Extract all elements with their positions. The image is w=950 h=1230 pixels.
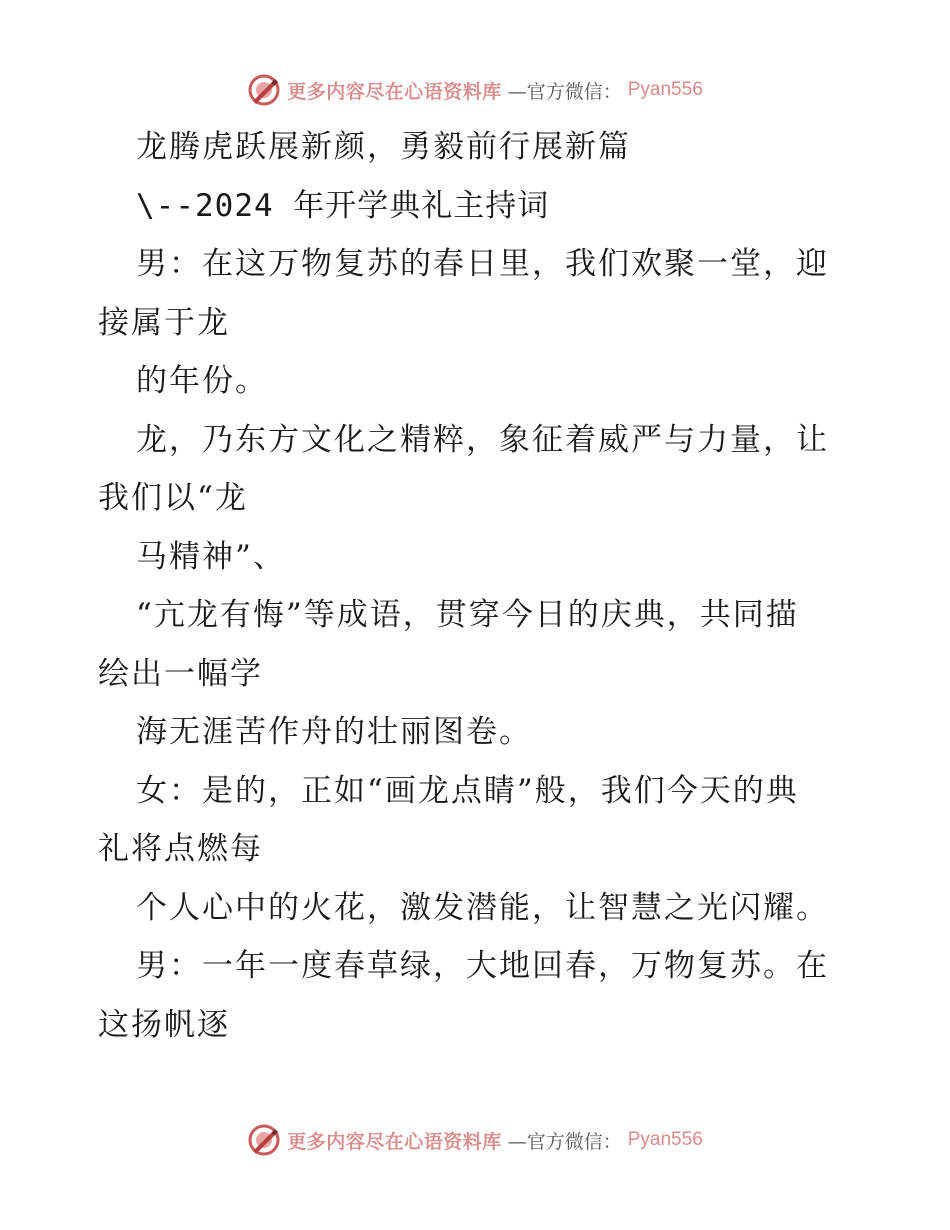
banner-wechat-id: Pyan556	[627, 1129, 703, 1150]
banner-main-text: 更多内容尽在心语资料库	[287, 1130, 502, 1153]
paragraph-line: 男：在这万物复苏的春日里，我们欢聚一堂，迎	[136, 246, 829, 282]
paragraph-line: 女：是的，正如“画龙点睛”般，我们今天的典	[136, 772, 799, 809]
paragraph-line: 接属于龙	[98, 304, 230, 341]
paragraph-line: “亢龙有悔”等成语，贯穿今日的庆典，共同描	[136, 597, 799, 633]
banner-main-text: 更多内容尽在心语资料库	[287, 80, 502, 103]
paragraph-line: 男：一年一度春草绿，大地回春，万物复苏。在	[136, 948, 829, 984]
footer-banner	[0, 1120, 950, 1160]
paragraph-line: 的年份。	[136, 363, 268, 399]
red-pen-circle-logo-icon	[247, 1123, 281, 1157]
header-banner	[0, 70, 950, 110]
red-pen-circle-logo-icon	[247, 73, 281, 107]
banner-official-text: —官方微信：	[507, 80, 622, 103]
paragraph-line: 我们以“龙	[98, 480, 248, 516]
document-subtitle: \--2024 年开学典礼主持词	[136, 187, 550, 224]
banner-wechat-id: Pyan556	[627, 79, 703, 100]
paragraph-line: 龙，乃东方文化之精粹，象征着威严与力量，让	[136, 421, 829, 458]
paragraph-line: 个人心中的火花，激发潜能，让智慧之光闪耀。	[136, 889, 829, 926]
paragraph-line: 礼将点燃每	[98, 831, 263, 867]
paragraph-line: 绘出一幅学	[98, 655, 263, 692]
document-title: 龙腾虎跃展新颜，勇毅前行展新篇	[136, 129, 631, 165]
document-body	[98, 118, 858, 1054]
banner-official-text: —官方微信：	[507, 1130, 622, 1153]
paragraph-line: 马精神”、	[136, 538, 286, 575]
paragraph-line: 这扬帆逐	[98, 1006, 230, 1043]
paragraph-line: 海无涯苦作舟的壮丽图卷。	[136, 714, 532, 750]
